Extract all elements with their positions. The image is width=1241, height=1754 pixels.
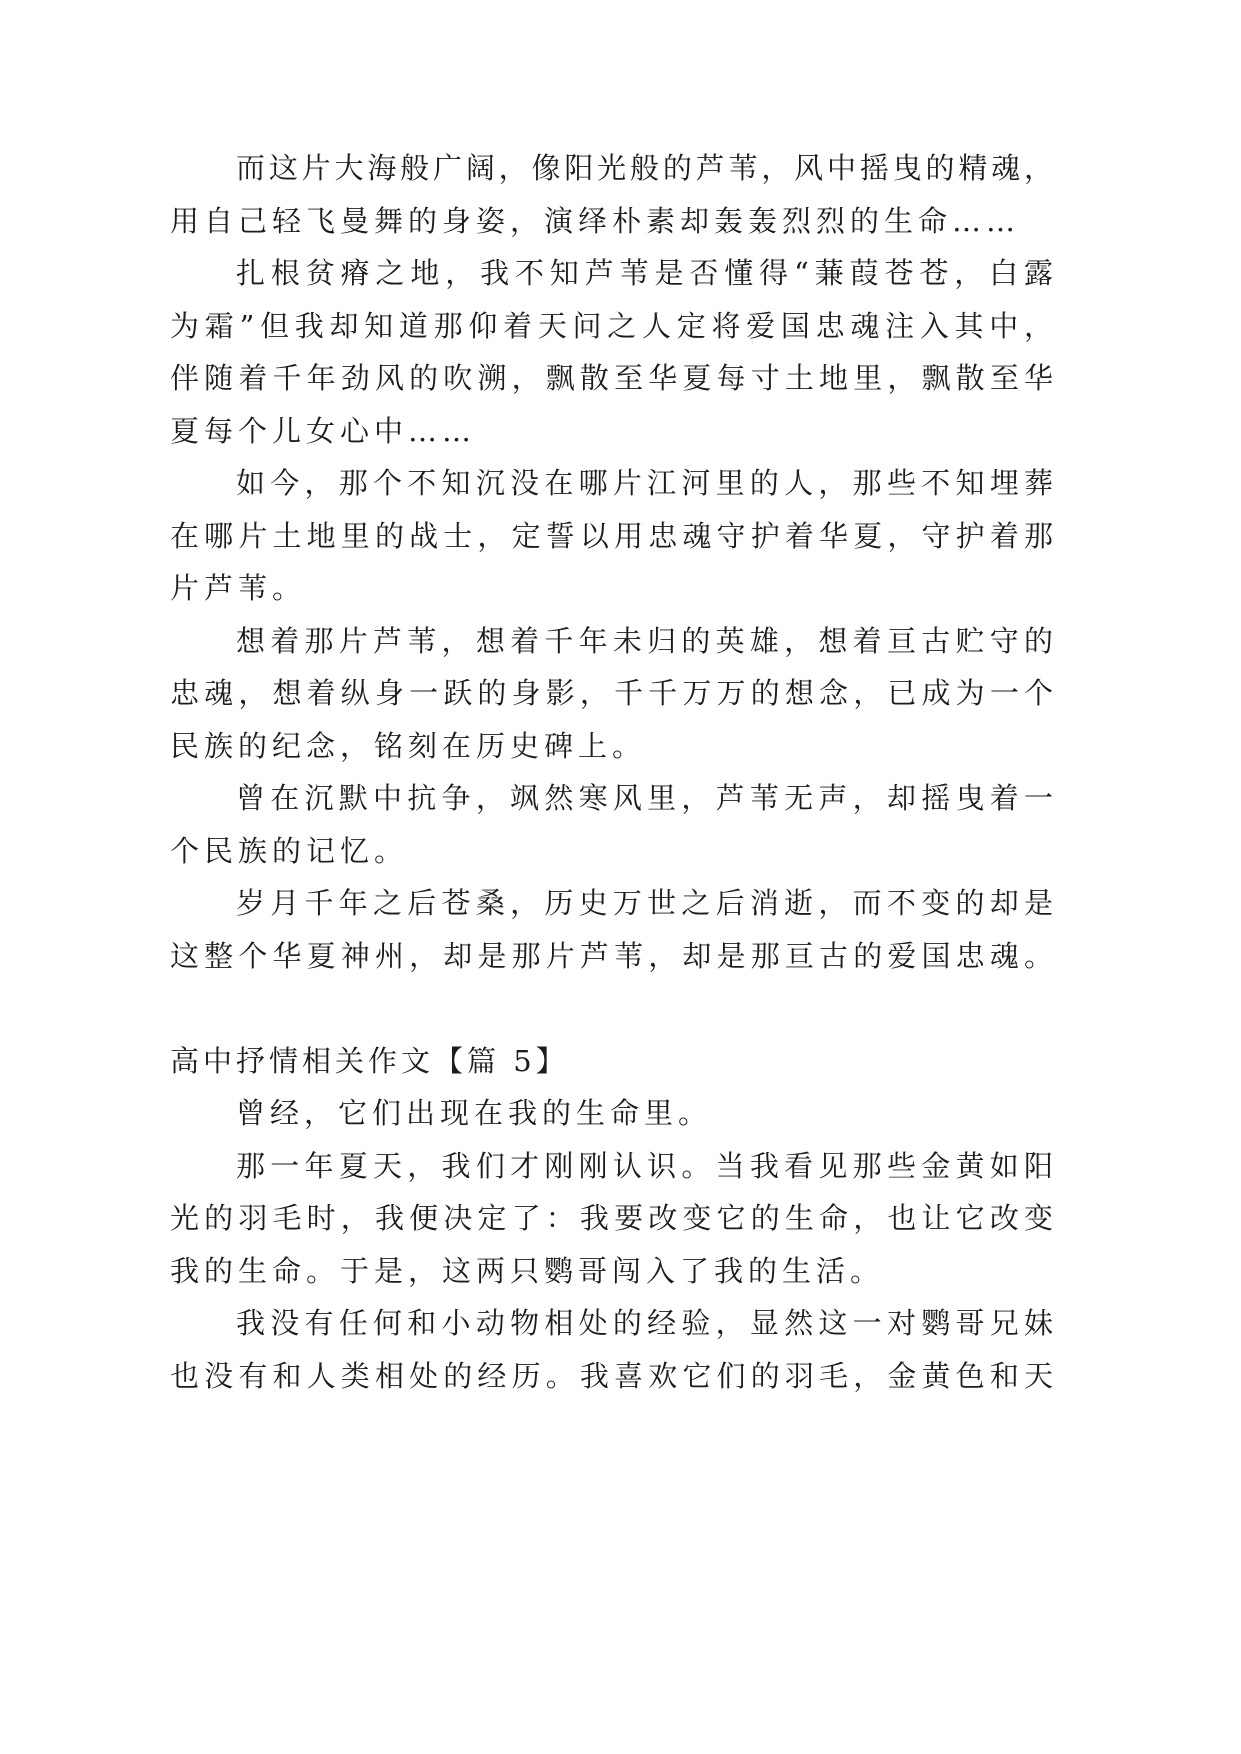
paragraph-line: 光的羽毛时，我便决定了：我要改变它的生命，也让它改变: [170, 1201, 1055, 1235]
paragraph: [170, 615, 1070, 773]
paragraph: [170, 142, 1070, 247]
paragraph-line: 也没有和人类相处的经历。我喜欢它们的羽毛，金黄色和天: [170, 1358, 1055, 1393]
paragraph-line: 岁月千年之后苍桑，历史万世之后消逝，而不变的却是: [236, 886, 1055, 920]
paragraph: [170, 247, 1070, 457]
paragraph: [170, 877, 1070, 982]
paragraph-line: 我的生命。于是，这两只鹦哥闯入了我的生活。: [170, 1253, 885, 1288]
document-body: [170, 142, 1070, 1402]
paragraph-line: 民族的纪念，铭刻在历史碑上。: [170, 728, 647, 763]
paragraph-line: 忠魂，想着纵身一跃的身影，千千万万的想念，已成为一个: [170, 676, 1055, 710]
paragraph-line: 用自己轻飞曼舞的身姿，演绎朴素却轰轰烈烈的生命……: [170, 203, 1021, 238]
paragraph: [170, 457, 1070, 615]
paragraph-line: 想着那片芦苇，想着千年未归的英雄，想着亘古贮守的: [236, 623, 1055, 658]
paragraph-line: 为霜”但我却知道那仰着天问之人定将爱国忠魂注入其中，: [170, 308, 1055, 343]
paragraph-line: 伴随着千年劲风的吹溯，飘散至华夏每寸土地里，飘散至华: [170, 361, 1055, 395]
paragraph-line: 而这片大海般广阔，像阳光般的芦苇，风中摇曳的精魂，: [236, 151, 1055, 185]
paragraph-line: 这整个华夏神州，却是那片芦苇，却是那亘古的爱国忠魂。: [170, 938, 1055, 973]
paragraph: [170, 772, 1070, 877]
paragraph-line: 片芦苇。: [170, 571, 307, 605]
paragraph-line: 那一年夏天，我们才刚刚认识。当我看见那些金黄如阳: [236, 1148, 1055, 1183]
paragraph-line: 在哪片土地里的战士，定誓以用忠魂守护着华夏，守护着那: [170, 518, 1055, 553]
paragraph-line: 曾经，它们出现在我的生命里。: [236, 1096, 713, 1130]
paragraph-line: 如今，那个不知沉没在哪片江河里的人，那些不知埋葬: [236, 466, 1055, 500]
paragraph-line: 扎根贫瘠之地，我不知芦苇是否懂得“蒹葭苍苍，白露: [236, 256, 1055, 290]
section-heading: 高中抒情相关作文【篇 5】: [170, 1043, 569, 1078]
blank-line: [170, 982, 1070, 1035]
paragraph-line: 我没有任何和小动物相处的经验，显然这一对鹦哥兄妹: [236, 1306, 1055, 1340]
paragraph-line: 夏每个儿女心中……: [170, 413, 477, 448]
paragraph: [170, 1087, 1070, 1140]
paragraph-line: 曾在沉默中抗争，飒然寒风里，芦苇无声，却摇曳着一: [236, 781, 1055, 815]
paragraph: [170, 1297, 1070, 1402]
paragraph: [170, 1140, 1070, 1298]
paragraph-line: 个民族的记忆。: [170, 833, 409, 868]
